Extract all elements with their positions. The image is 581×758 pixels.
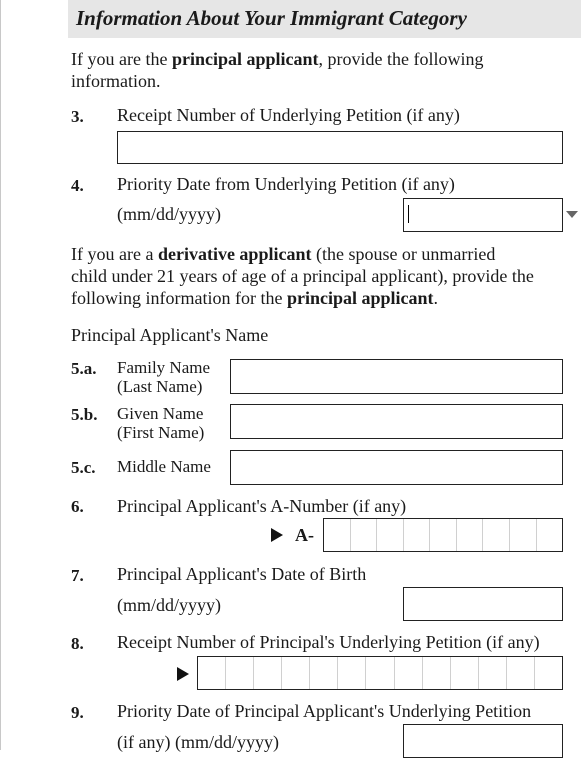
derivative-text-3: following information for the [71,288,287,308]
char-cell [366,657,394,689]
char-cell [198,657,226,689]
principal-name-heading: Principal Applicant's Name [71,325,269,345]
digit-cell [377,519,404,551]
q6-number: 6. [71,497,84,516]
family-name-field[interactable] [230,359,563,394]
derivative-line-2: child under 21 years of age of a principal applicant), provide the [71,266,534,286]
digit-cell [324,519,351,551]
digit-cell [457,519,484,551]
derivative-emphasis-3: principal applicant [286,288,434,308]
derivative-text: If you are a [71,244,158,264]
q4-label: Priority Date from Underlying Petition (if any) [117,174,455,194]
date-of-birth-field[interactable] [403,587,563,621]
text-cursor [408,205,409,223]
digit-cell [430,519,457,551]
digit-cell [483,519,510,551]
derivative-period: . [433,288,438,308]
char-cell [282,657,310,689]
receipt-number-field[interactable] [117,131,563,164]
char-cell [338,657,366,689]
q5a-label-1: Family Name [117,358,211,377]
intro-text-end: , provide the following [318,49,484,69]
a-number-field[interactable] [323,518,563,552]
intro-line-2: information. [71,71,161,91]
q4-number: 4. [71,176,84,195]
principal-receipt-number-field[interactable] [197,656,563,690]
receipt-cells [198,657,562,689]
arrow-right-icon [177,667,189,681]
digit-cell [351,519,378,551]
q9-label-2: (if any) (mm/dd/yyyy) [117,732,279,752]
section-title: Information About Your Immigrant Category [76,6,467,30]
q7-label: Principal Applicant's Date of Birth [117,564,367,584]
q6-label: Principal Applicant's A-Number (if any) [117,496,407,516]
derivative-line-3 [71,287,438,309]
q8-label: Receipt Number of Principal's Underlying Petition (if any) [117,632,540,652]
q7-number: 7. [71,566,84,585]
principal-priority-date-field[interactable] [403,724,563,758]
char-cell [310,657,338,689]
char-cell [451,657,479,689]
derivative-text-end: (the spouse or unmarried [311,244,496,264]
chevron-down-icon[interactable] [566,211,578,218]
q5b-label-2: (First Name) [117,423,205,442]
q3-label: Receipt Number of Underlying Petition (if any) [117,105,460,125]
section-header [68,0,581,38]
q8-number: 8. [71,634,84,653]
derivative-emphasis: derivative applicant [157,244,312,264]
q9-number: 9. [71,703,84,722]
q5b-label-1: Given Name [117,404,204,423]
intro-emphasis: principal applicant [171,49,319,69]
digit-cell [510,519,537,551]
intro-text: If you are the [71,49,172,69]
char-cell [254,657,282,689]
digit-cell [537,519,563,551]
middle-name-field[interactable] [230,450,563,485]
char-cell [507,657,535,689]
intro-line-1 [71,48,483,70]
q7-format: (mm/dd/yyyy) [117,595,221,615]
char-cell [535,657,562,689]
q5c-number: 5.c. [71,458,96,477]
digit-cell [404,519,431,551]
given-name-field[interactable] [230,404,563,439]
char-cell [479,657,507,689]
q4-format: (mm/dd/yyyy) [117,204,221,224]
char-cell [423,657,451,689]
q5b-number: 5.b. [71,405,98,424]
q5a-label-2: (Last Name) [117,377,203,396]
priority-date-dropdown[interactable] [403,198,563,232]
q5c-label: Middle Name [117,457,211,476]
a-number-cells [324,519,562,551]
q9-label: Priority Date of Principal Applicant's Underlying Petition [117,701,532,721]
char-cell [226,657,254,689]
q3-number: 3. [71,107,84,126]
arrow-right-icon [271,528,283,542]
q5a-number: 5.a. [71,359,97,378]
page-left-border [0,0,1,750]
char-cell [395,657,423,689]
derivative-line-1 [71,243,495,265]
a-number-prefix: A- [295,525,314,545]
